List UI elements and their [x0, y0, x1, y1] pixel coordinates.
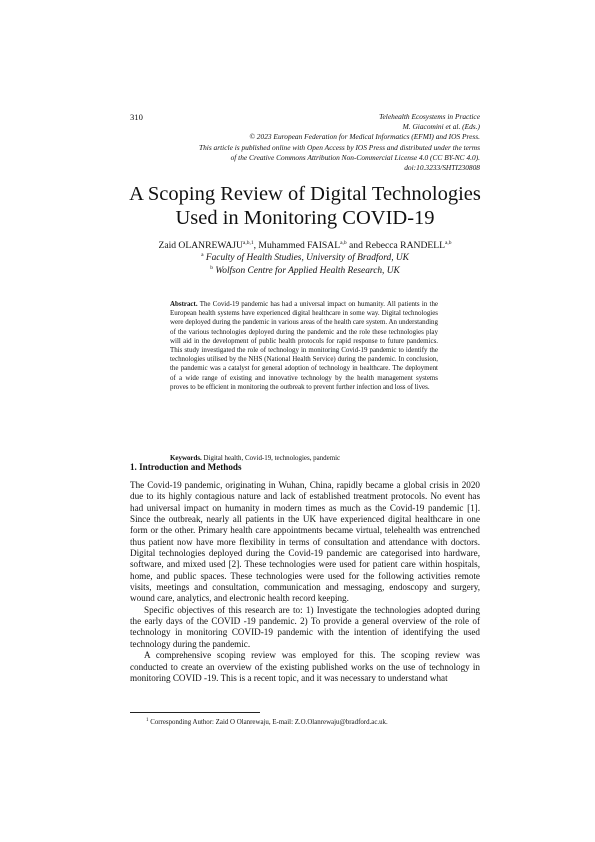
abstract-text: The Covid-19 pandemic has had a universal impact on humanity. All patients in the European health systems have experienced digital healthcare in some way. Digital technologies were deployed during the pandemic in various areas of the health care system. An understanding of the various technologies deployed during the pandemic and the role these technologies play will aid in the development of public health protocols for rapid response to future pandemics. This study investigated the role of technology in monitoring Covid-19 pandemic to identify the technologies utilised by the NHS (National Health Service) during the pandemic. In conclusion, the pandemic was a catalyst for general adoption of technology in healthcare. The deployment of a wide range of existing and innovative technology by the health management systems proves to be efficient in monitoring the outbreak to prevent further infection and loss of lives.	[170, 300, 438, 391]
abstract	[170, 300, 438, 392]
footnote-mark: 1	[146, 718, 149, 723]
body-paragraph: The Covid-19 pandemic, originating in Wuhan, China, rapidly became a global crisis in 2020 due to its highly contagious nature and lack of established treatment protocols. No event has had universal impact on humanity in modern times as much as the Covid-19 pandemic [1]. Since the outbreak, nearly all patients in the UK have experienced digital healthcare in one form or the other. Primary health care appointments became virtual, telehealth was entrenched thus patient now have more flexibility in terms of consultation and attendance with doctors. Digital technologies deployed during the Covid-19 pandemic are categorised into hardware, software, and mixed used [2]. These technologies were used for patient care within hospitals, home, and public spaces. These technologies were used for the following activities remote visits, meetings and consultation, communication and messaging, endoscopy and surgery, wound care, analytics, and electronic health record keeping.	[130, 480, 480, 604]
author-2: Muhammed FAISAL	[258, 240, 341, 251]
title-line-1: A Scoping Review of Digital Technologies	[129, 183, 481, 205]
footnote-rule	[130, 712, 260, 713]
author-3: Rebecca RANDELL	[365, 240, 445, 251]
affiliation-b	[120, 265, 490, 277]
footnote-text: Corresponding Author: Zaid O Olanrewaju, E-mail: Z.O.Olanrewaju@bradford.ac.uk.	[148, 719, 388, 726]
license-line-2: of the Creative Commons Attribution Non-Commercial License 4.0 (CC BY-NC 4.0).	[230, 152, 480, 162]
footnote	[146, 718, 486, 727]
body-text	[130, 480, 480, 684]
body-paragraph: A comprehensive scoping review was employed for this. The scoping review was conducted to create an overview of the existing published works on the use of technology in monitoring COVID -19. This is a recent topic, and it was necessary to understand what	[130, 650, 480, 683]
author-3-affil-mark: a,b	[444, 240, 452, 246]
affiliation-mark: a	[201, 252, 204, 258]
affiliation-text: Faculty of Health Studies, University of Bradford, UK	[205, 253, 409, 263]
publication-info	[199, 112, 480, 173]
license-line-1: This article is published online with Open Access by IOS Press and distributed under the terms	[198, 142, 480, 152]
page-number: 310	[130, 112, 143, 122]
abstract-label: Abstract.	[170, 300, 198, 308]
title-line-2: Used in Monitoring COVID-19	[175, 207, 435, 229]
affiliation-mark: b	[210, 265, 213, 271]
author-list	[120, 240, 490, 252]
author-1: Zaid OLANREWAJU	[158, 240, 243, 251]
copyright-line: © 2023 European Federation for Medical Informatics (EFMI) and IOS Press.	[249, 132, 480, 142]
affiliation-text: Wolfson Centre for Applied Health Research, UK	[215, 266, 400, 276]
body-paragraph: Specific objectives of this research are to: 1) Investigate the technologies adopted during the early days of the COVID -19 pandemic. 2) To provide a general overview of the role of technology in monitoring COVID-19 pandemic with the intention of identifying the used technology during the pandemic.	[130, 604, 480, 649]
running-header	[130, 112, 480, 176]
author-separator: and	[346, 240, 366, 251]
keywords-label: Keywords.	[170, 454, 202, 462]
author-2-affil-mark: a,b	[340, 240, 347, 246]
paper-title	[100, 182, 510, 230]
book-title: Telehealth Ecosystems in Practice	[379, 112, 480, 121]
affiliation-a	[120, 252, 490, 264]
book-editors: M. Giacomini et al. (Eds.)	[402, 122, 480, 132]
keywords-text: Digital health, Covid-19, technologies, pandemic	[203, 454, 341, 462]
author-1-affil-mark: a,b,1	[242, 240, 254, 246]
doi: doi:10.3233/SHTI230808	[404, 163, 480, 173]
section-heading: 1. Introduction and Methods	[130, 462, 242, 472]
author-separator: ,	[253, 240, 259, 251]
